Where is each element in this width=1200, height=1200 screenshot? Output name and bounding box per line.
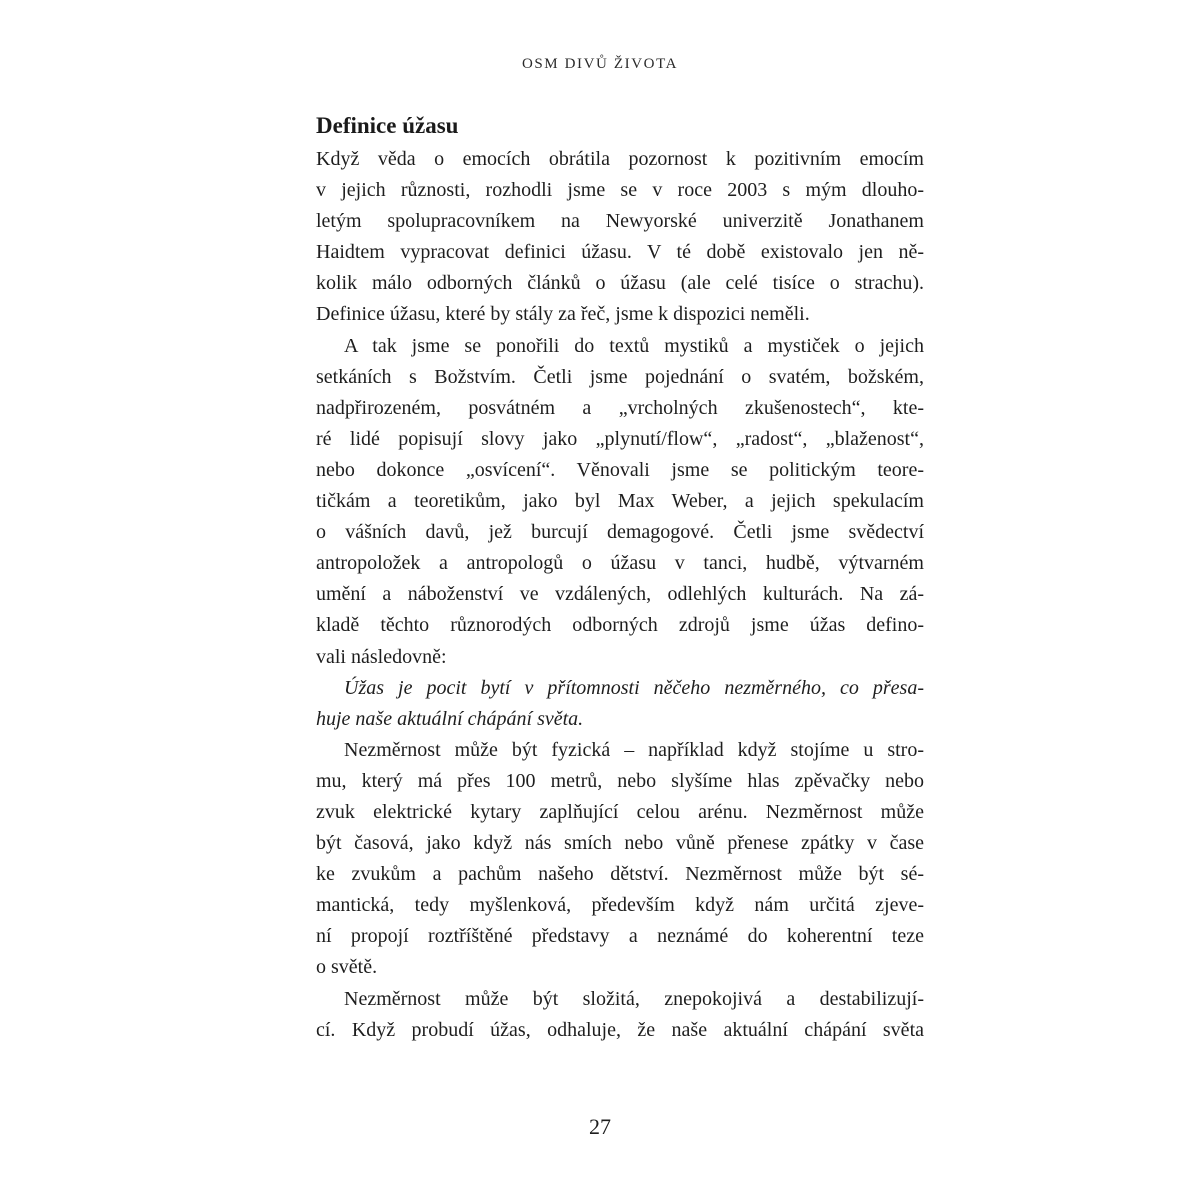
definition-quote — [316, 673, 924, 735]
text-line: letým spolupracovníkem na Newyorské univerzitě Jonathanem — [316, 210, 924, 233]
text-block — [316, 110, 924, 1046]
page-number: 27 — [589, 1114, 611, 1139]
text-line: zvuk elektrické kytary zaplňující celou arénu. Nezměrnost může — [316, 800, 924, 823]
text-line: A tak jsme se ponořili do textů mystiků a mystiček o jejich — [344, 334, 924, 357]
text-line: Když věda o emocích obrátila pozornost k pozitivním emocím — [316, 148, 924, 170]
text-line: Nezměrnost může být složitá, znepokojivá a destabilizují- — [344, 987, 924, 1010]
text-line: antropoložek a antropologů o úžasu v tanci, hudbě, výtvarném — [316, 552, 924, 575]
text-line: kladě těchto různorodých odborných zdrojů jsme úžas defino- — [316, 614, 924, 637]
text-line: v jejich různosti, rozhodli jsme se v roce 2003 s mým dlouho- — [316, 179, 924, 202]
text-line: cí. Když probudí úžas, odhaluje, že naše aktuální chápání světa — [316, 1018, 924, 1041]
text-line: vali následovně: — [316, 645, 447, 668]
text-line: mantická, tedy myšlenková, především když nám určitá zjeve- — [316, 894, 924, 917]
text-line: o vášních davů, jež burcují demagogové. Četli jsme svědectví — [316, 521, 924, 544]
section-heading: Definice úžasu — [316, 113, 459, 138]
text-line: kolik málo odborných článků o úžasu (ale celé tisíce o strachu). — [316, 272, 924, 295]
paragraph — [316, 984, 924, 1046]
text-line: být časová, jako když nás smích nebo vůně přenese zpátky v čase — [316, 832, 924, 855]
text-line: Nezměrnost může být fyzická – například když stojíme u stro- — [344, 738, 924, 761]
text-line: Úžas je pocit bytí v přítomnosti něčeho nezměrného, co přesa- — [344, 676, 924, 699]
text-line: umění a náboženství ve vzdálených, odlehlých kulturách. Na zá- — [316, 583, 924, 606]
text-line: nebo dokonce „osvícení“. Věnovali jsme se politickým teore- — [316, 458, 924, 481]
text-line: setkáních s Božstvím. Četli jsme pojednání o svatém, božském, — [316, 365, 924, 388]
running-head: OSM DIVŮ ŽIVOTA — [521, 56, 679, 72]
body-text — [316, 144, 924, 1046]
text-line: o světě. — [316, 956, 378, 979]
text-line: ré lidé popisují slovy jako „plynutí/flow“, „radost“, „blaženost“, — [316, 427, 924, 450]
text-line: huje naše aktuální chápání světa. — [316, 707, 584, 730]
paragraph — [316, 144, 924, 331]
paragraph — [316, 735, 924, 984]
text-line: Definice úžasu, které by stály za řeč, jsme k dispozici neměli. — [316, 303, 810, 326]
text-line: nadpřirozeném, posvátném a „vrcholných zkušenostech“, kte- — [316, 396, 924, 419]
text-line: ní propojí roztříštěné představy a neznámé do koherentní teze — [316, 925, 924, 948]
text-line: mu, který má přes 100 metrů, nebo slyšíme hlas zpěvačky nebo — [316, 769, 924, 792]
text-line: Haidtem vypracovat definici úžasu. V té době existovalo jen ně- — [316, 241, 924, 264]
text-line: tičkám a teoretikům, jako byl Max Weber, a jejich spekulacím — [316, 490, 924, 513]
text-line: ke zvukům a pachům našeho dětství. Nezměrnost může být sé- — [316, 863, 924, 886]
paragraph — [316, 331, 924, 673]
